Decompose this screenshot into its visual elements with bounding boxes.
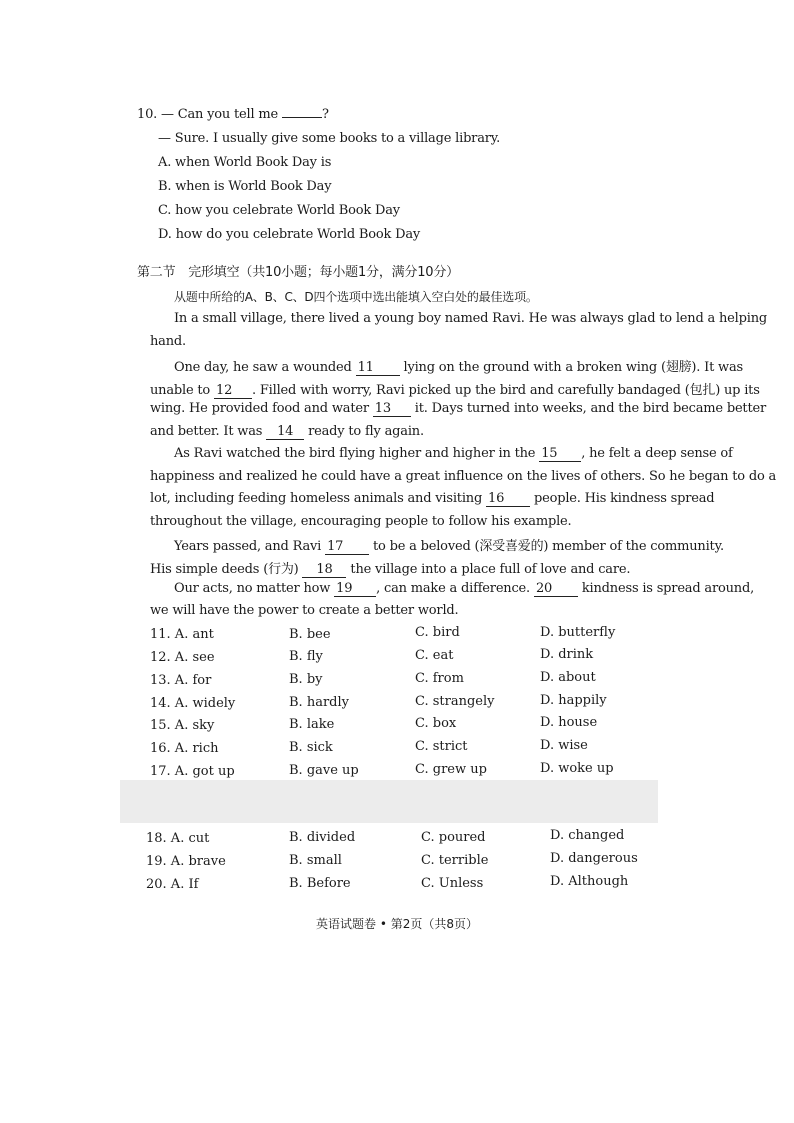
passage-p3-line1: As Ravi watched the bird flying higher and higher in the 15 , he felt a deep sense of: [174, 446, 733, 461]
passage-p1-line1: In a small village, there lived a young boy named Ravi. He was always glad to lend a helping: [174, 311, 767, 326]
option-14-c: C. strangely: [415, 694, 495, 709]
passage-p4-line1: Years passed, and Ravi 17 to be a beloved (深受喜爱的) member of the community.: [174, 539, 724, 554]
passage-p4-line2: His simple deeds (行为) 18 the village into a place full of love and care.: [150, 562, 631, 577]
option-17-a: 17. A. got up: [150, 764, 235, 779]
option-18-b: B. divided: [289, 830, 356, 845]
question-10-option-a: A. when World Book Day is: [158, 155, 332, 170]
passage-p5-line2: we will have the power to create a better world.: [150, 603, 459, 618]
option-18-a: 18. A. cut: [146, 831, 210, 846]
option-20-a: 20. A. If: [146, 877, 199, 892]
option-19-c: C. terrible: [421, 853, 489, 868]
passage-p2-line2: unable to 12 . Filled with worry, Ravi picked up the bird and carefully bandaged (包扎) up its: [150, 383, 760, 398]
blank-15: 15: [539, 446, 581, 462]
option-15-d: D. house: [540, 715, 598, 730]
passage-p1-line2: hand.: [150, 334, 186, 349]
option-20-d: D. Although: [550, 874, 629, 889]
passage-p2-line3: wing. He provided food and water 13 it. Days turned into weeks, and the bird became better: [150, 401, 766, 416]
blank-20: 20: [534, 581, 578, 597]
option-14-b: B. hardly: [289, 695, 349, 710]
blank-11: 11: [356, 360, 400, 376]
option-19-b: B. small: [289, 853, 342, 868]
option-20-b: B. Before: [289, 876, 351, 891]
scan-band: [120, 780, 658, 823]
option-12-d: D. drink: [540, 647, 594, 662]
option-18-c: C. poured: [421, 830, 486, 845]
question-10-option-c: C. how you celebrate World Book Day: [158, 203, 400, 218]
option-13-a: 13. A. for: [150, 673, 212, 688]
option-16-c: C. strict: [415, 739, 468, 754]
option-11-b: B. bee: [289, 627, 331, 642]
question-10-option-b: B. when is World Book Day: [158, 179, 332, 194]
section-heading: 第二节 完形填空（共10小题；每小题1分，满分10分）: [137, 265, 459, 280]
option-13-d: D. about: [540, 670, 596, 685]
option-15-a: 15. A. sky: [150, 718, 215, 733]
option-19-d: D. dangerous: [550, 851, 638, 866]
blank-16: 16: [486, 491, 530, 507]
question-10-stem: 10. — Can you tell me ?: [137, 107, 329, 122]
question-10-option-d: D. how do you celebrate World Book Day: [158, 227, 421, 242]
option-12-a: 12. A. see: [150, 650, 215, 665]
blank-17: 17: [325, 539, 369, 555]
option-11-a: 11. A. ant: [150, 627, 214, 642]
passage-p5-line1: Our acts, no matter how 19 , can make a difference. 20 kindness is spread around,: [174, 581, 755, 596]
option-17-d: D. woke up: [540, 761, 614, 776]
option-17-c: C. grew up: [415, 762, 487, 777]
option-18-d: D. changed: [550, 828, 625, 843]
passage-p3-line3: lot, including feeding homeless animals and visiting 16 people. His kindness spread: [150, 491, 715, 506]
blank-18: 18: [302, 562, 346, 578]
question-10-reply: — Sure. I usually give some books to a village library.: [158, 131, 501, 146]
blank-19: 19: [334, 581, 376, 597]
option-15-c: C. box: [415, 716, 457, 731]
option-11-d: D. butterfly: [540, 625, 616, 640]
passage-p3-line4: throughout the village, encouraging people to follow his example.: [150, 514, 572, 529]
option-12-c: C. eat: [415, 648, 454, 663]
option-19-a: 19. A. brave: [146, 854, 226, 869]
option-17-b: B. gave up: [289, 763, 359, 778]
option-16-d: D. wise: [540, 738, 588, 753]
option-13-c: C. from: [415, 671, 464, 686]
blank-13: 13: [373, 401, 411, 417]
option-16-a: 16. A. rich: [150, 741, 219, 756]
passage-p3-line2: happiness and realized he could have a great influence on the lives of others. So he began to do a: [150, 469, 777, 484]
blank-14: 14: [266, 424, 304, 440]
option-14-a: 14. A. widely: [150, 696, 236, 711]
option-13-b: B. by: [289, 672, 323, 687]
option-14-d: D. happily: [540, 693, 607, 708]
option-16-b: B. sick: [289, 740, 333, 755]
passage-p2-line1: One day, he saw a wounded 11 lying on the ground with a broken wing (翅膀). It was: [174, 360, 743, 375]
section-instruction: 从题中所给的A、B、C、D四个选项中选出能填入空白处的最佳选项。: [174, 290, 538, 304]
passage-p2-line4: and better. It was 14 ready to fly again.: [150, 424, 424, 439]
option-11-c: C. bird: [415, 625, 460, 640]
option-20-c: C. Unless: [421, 876, 484, 891]
page-footer: 英语试题卷 • 第2页（共8页）: [316, 917, 478, 931]
option-12-b: B. fly: [289, 649, 323, 664]
option-15-b: B. lake: [289, 717, 335, 732]
blank-12: 12: [214, 383, 252, 399]
